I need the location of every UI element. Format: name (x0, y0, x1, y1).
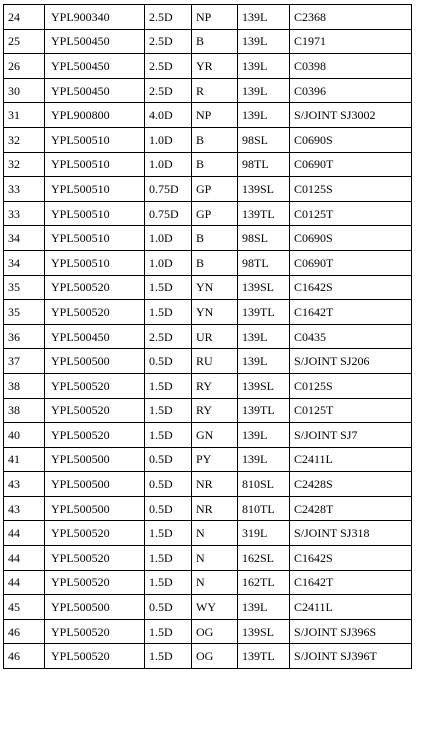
part-number-cell: YPL500520 (45, 521, 145, 546)
table-row (4, 275, 412, 300)
table-row (4, 78, 412, 103)
row-number-cell: 35 (4, 300, 45, 325)
size-cell: 1.5D (145, 644, 192, 669)
row-number-cell: 33 (4, 201, 45, 226)
length-cell: 139L (238, 349, 290, 374)
connector-cell: C0435 (290, 324, 412, 349)
part-number-cell: YPL500520 (45, 546, 145, 571)
row-number-cell: 40 (4, 423, 45, 448)
table-row (4, 472, 412, 497)
row-number-cell: 38 (4, 398, 45, 423)
color-code-cell: N (192, 521, 238, 546)
connector-cell: S/JOINT SJ318 (290, 521, 412, 546)
length-cell: 139TL (238, 201, 290, 226)
connector-cell: C2428S (290, 472, 412, 497)
color-code-cell: WY (192, 595, 238, 620)
part-number-cell: YPL500510 (45, 250, 145, 275)
connector-cell: C1642S (290, 546, 412, 571)
length-cell: 98TL (238, 250, 290, 275)
row-number-cell: 36 (4, 324, 45, 349)
size-cell: 0.75D (145, 201, 192, 226)
connector-cell: C0690T (290, 250, 412, 275)
color-code-cell: NR (192, 472, 238, 497)
length-cell: 139L (238, 78, 290, 103)
length-cell: 139L (238, 595, 290, 620)
row-number-cell: 43 (4, 472, 45, 497)
table-row (4, 398, 412, 423)
part-number-cell: YPL500520 (45, 619, 145, 644)
connector-cell: C0690S (290, 127, 412, 152)
table-row (4, 201, 412, 226)
length-cell: 139SL (238, 619, 290, 644)
table-row (4, 177, 412, 202)
row-number-cell: 38 (4, 373, 45, 398)
connector-cell: S/JOINT SJ396T (290, 644, 412, 669)
table-row (4, 29, 412, 54)
color-code-cell: B (192, 250, 238, 275)
part-number-cell: YPL500520 (45, 423, 145, 448)
size-cell: 1.5D (145, 275, 192, 300)
part-number-cell: YPL500450 (45, 29, 145, 54)
color-code-cell: GN (192, 423, 238, 448)
color-code-cell: OG (192, 644, 238, 669)
connector-cell: C0690T (290, 152, 412, 177)
table-row (4, 521, 412, 546)
part-number-cell: YPL500510 (45, 127, 145, 152)
length-cell: 162TL (238, 570, 290, 595)
row-number-cell: 37 (4, 349, 45, 374)
connector-cell: C1971 (290, 29, 412, 54)
table-row (4, 300, 412, 325)
part-number-cell: YPL500520 (45, 275, 145, 300)
connector-cell: C0398 (290, 54, 412, 79)
color-code-cell: YR (192, 54, 238, 79)
size-cell: 1.5D (145, 521, 192, 546)
color-code-cell: RY (192, 398, 238, 423)
part-number-cell: YPL500450 (45, 54, 145, 79)
length-cell: 98TL (238, 152, 290, 177)
length-cell: 139TL (238, 398, 290, 423)
length-cell: 162SL (238, 546, 290, 571)
part-number-cell: YPL500520 (45, 398, 145, 423)
length-cell: 139SL (238, 373, 290, 398)
color-code-cell: YN (192, 275, 238, 300)
length-cell: 139TL (238, 300, 290, 325)
length-cell: 139L (238, 29, 290, 54)
length-cell: 139L (238, 54, 290, 79)
part-number-cell: YPL500510 (45, 177, 145, 202)
length-cell: 139L (238, 5, 290, 30)
length-cell: 139SL (238, 275, 290, 300)
part-number-cell: YPL500520 (45, 644, 145, 669)
part-number-cell: YPL900340 (45, 5, 145, 30)
size-cell: 0.5D (145, 349, 192, 374)
table-row (4, 5, 412, 30)
part-number-cell: YPL500500 (45, 595, 145, 620)
part-number-cell: YPL500500 (45, 349, 145, 374)
color-code-cell: RY (192, 373, 238, 398)
part-number-cell: YPL500510 (45, 226, 145, 251)
part-number-cell: YPL500450 (45, 78, 145, 103)
connector-cell: C1642T (290, 300, 412, 325)
connector-cell: S/JOINT SJ7 (290, 423, 412, 448)
row-number-cell: 44 (4, 546, 45, 571)
color-code-cell: B (192, 127, 238, 152)
length-cell: 139SL (238, 177, 290, 202)
row-number-cell: 44 (4, 570, 45, 595)
table-row (4, 570, 412, 595)
size-cell: 1.5D (145, 546, 192, 571)
color-code-cell: YN (192, 300, 238, 325)
connector-cell: C2411L (290, 447, 412, 472)
table-row (4, 373, 412, 398)
size-cell: 1.0D (145, 152, 192, 177)
part-number-cell: YPL500520 (45, 570, 145, 595)
row-number-cell: 25 (4, 29, 45, 54)
connector-cell: C0125T (290, 398, 412, 423)
color-code-cell: B (192, 152, 238, 177)
size-cell: 2.5D (145, 324, 192, 349)
row-number-cell: 34 (4, 250, 45, 275)
table-row (4, 447, 412, 472)
color-code-cell: B (192, 226, 238, 251)
row-number-cell: 34 (4, 226, 45, 251)
length-cell: 98SL (238, 226, 290, 251)
part-number-cell: YPL500520 (45, 300, 145, 325)
size-cell: 0.5D (145, 595, 192, 620)
color-code-cell: NP (192, 5, 238, 30)
part-number-cell: YPL500450 (45, 324, 145, 349)
part-number-cell: YPL500500 (45, 447, 145, 472)
connector-cell: C1642S (290, 275, 412, 300)
length-cell: 98SL (238, 127, 290, 152)
size-cell: 1.0D (145, 226, 192, 251)
connector-cell: C1642T (290, 570, 412, 595)
table-row (4, 595, 412, 620)
size-cell: 1.5D (145, 423, 192, 448)
size-cell: 2.5D (145, 54, 192, 79)
table-row (4, 619, 412, 644)
connector-cell: C2368 (290, 5, 412, 30)
color-code-cell: NR (192, 496, 238, 521)
size-cell: 0.5D (145, 447, 192, 472)
parts-table (3, 4, 412, 669)
length-cell: 139TL (238, 644, 290, 669)
length-cell: 139L (238, 103, 290, 128)
connector-cell: S/JOINT SJ206 (290, 349, 412, 374)
length-cell: 139L (238, 324, 290, 349)
connector-cell: S/JOINT SJ3002 (290, 103, 412, 128)
row-number-cell: 30 (4, 78, 45, 103)
connector-cell: S/JOINT SJ396S (290, 619, 412, 644)
part-number-cell: YPL500500 (45, 496, 145, 521)
parts-table-body (4, 5, 412, 669)
table-row (4, 423, 412, 448)
row-number-cell: 41 (4, 447, 45, 472)
part-number-cell: YPL500510 (45, 152, 145, 177)
table-row (4, 250, 412, 275)
color-code-cell: UR (192, 324, 238, 349)
color-code-cell: B (192, 29, 238, 54)
table-row (4, 644, 412, 669)
size-cell: 1.5D (145, 373, 192, 398)
size-cell: 1.5D (145, 300, 192, 325)
length-cell: 139L (238, 423, 290, 448)
part-number-cell: YPL900800 (45, 103, 145, 128)
size-cell: 1.0D (145, 250, 192, 275)
row-number-cell: 35 (4, 275, 45, 300)
row-number-cell: 45 (4, 595, 45, 620)
size-cell: 2.5D (145, 29, 192, 54)
connector-cell: C0690S (290, 226, 412, 251)
color-code-cell: GP (192, 177, 238, 202)
table-row (4, 127, 412, 152)
connector-cell: C0125S (290, 373, 412, 398)
size-cell: 0.75D (145, 177, 192, 202)
color-code-cell: OG (192, 619, 238, 644)
table-row (4, 54, 412, 79)
row-number-cell: 33 (4, 177, 45, 202)
connector-cell: C2428T (290, 496, 412, 521)
row-number-cell: 26 (4, 54, 45, 79)
size-cell: 1.5D (145, 398, 192, 423)
length-cell: 810TL (238, 496, 290, 521)
size-cell: 2.5D (145, 5, 192, 30)
row-number-cell: 44 (4, 521, 45, 546)
color-code-cell: N (192, 546, 238, 571)
part-number-cell: YPL500500 (45, 472, 145, 497)
connector-cell: C0396 (290, 78, 412, 103)
length-cell: 319L (238, 521, 290, 546)
row-number-cell: 32 (4, 152, 45, 177)
table-row (4, 226, 412, 251)
row-number-cell: 46 (4, 644, 45, 669)
connector-cell: C0125T (290, 201, 412, 226)
color-code-cell: NP (192, 103, 238, 128)
length-cell: 139L (238, 447, 290, 472)
color-code-cell: N (192, 570, 238, 595)
color-code-cell: GP (192, 201, 238, 226)
row-number-cell: 43 (4, 496, 45, 521)
size-cell: 1.5D (145, 570, 192, 595)
color-code-cell: RU (192, 349, 238, 374)
row-number-cell: 24 (4, 5, 45, 30)
table-row (4, 324, 412, 349)
table-row (4, 103, 412, 128)
size-cell: 0.5D (145, 496, 192, 521)
connector-cell: C2411L (290, 595, 412, 620)
connector-cell: C0125S (290, 177, 412, 202)
part-number-cell: YPL500520 (45, 373, 145, 398)
size-cell: 1.0D (145, 127, 192, 152)
size-cell: 1.5D (145, 619, 192, 644)
color-code-cell: PY (192, 447, 238, 472)
row-number-cell: 32 (4, 127, 45, 152)
size-cell: 2.5D (145, 78, 192, 103)
table-row (4, 349, 412, 374)
length-cell: 810SL (238, 472, 290, 497)
table-row (4, 496, 412, 521)
color-code-cell: R (192, 78, 238, 103)
table-row (4, 546, 412, 571)
row-number-cell: 46 (4, 619, 45, 644)
size-cell: 0.5D (145, 472, 192, 497)
part-number-cell: YPL500510 (45, 201, 145, 226)
row-number-cell: 31 (4, 103, 45, 128)
table-row (4, 152, 412, 177)
size-cell: 4.0D (145, 103, 192, 128)
